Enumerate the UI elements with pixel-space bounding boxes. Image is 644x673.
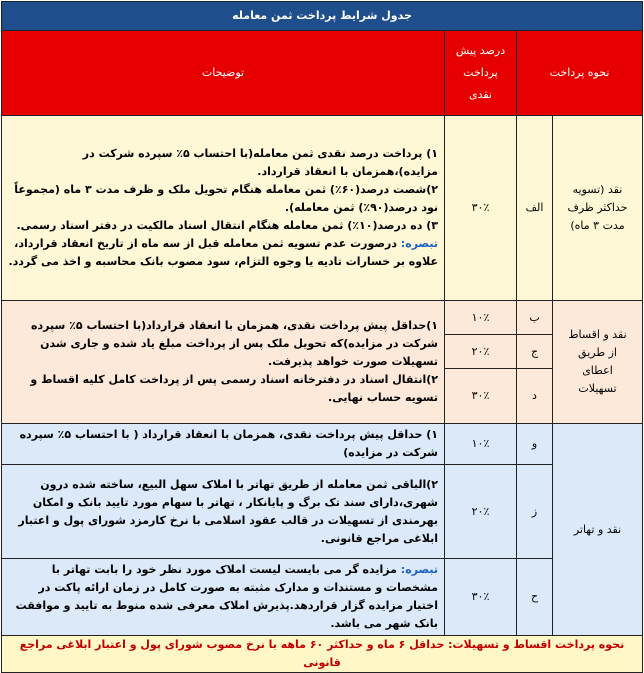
barter-line-2: ۲)الباقی ثمن معامله از طریق تهاتر با املاک سهل البیع، ساخته شده درون شهری،دارای سند تک برگ و پایانکار ، تهاتر با سهام مورد تایید بانک و امکان بهرمندی از تسهیلات در قالب عقود اسلامی با نرخ کارمزد شورای پول و اعتبار ابلاغی مراجع قانونی. <box>2 465 445 559</box>
code-b: ب <box>517 301 553 335</box>
percent-v: ۱۰٪ <box>445 424 517 465</box>
footer-note: نحوه پرداخت اقساط و تسهیلات: حداقل ۶ ماه و حداکثر ۶۰ ماهه با نرخ مصوب شورای پول و اعتبار ابلاغی مراجع قانونی <box>2 636 643 673</box>
barter-line-1: ۱) حداقل پیش پرداخت نقدی، همزمان با انعقاد قرارداد ( با احتساب ۵٪ سپرده شرکت در مزایده) <box>2 424 445 465</box>
barter-note <box>2 559 445 636</box>
section-barter-row-h <box>2 559 643 636</box>
description-installments <box>2 301 445 424</box>
installment-line-2: ۲)انتقال اسناد در دفترخانه اسناد رسمی پس از پرداخت کامل کلیه اقساط و تسویه حساب نهایی. <box>30 373 438 404</box>
percent-b: ۱۰٪ <box>445 301 517 335</box>
header-method: نحوه پرداخت <box>517 31 643 116</box>
percent-alef: ۳۰٪ <box>445 116 517 301</box>
footer-row <box>2 636 643 673</box>
description-cash <box>2 116 445 301</box>
percent-h: ۳۰٪ <box>445 559 517 636</box>
cash-line-2: ۲)شصت درصد(۶۰٪) ثمن معامله هنگام تحویل ملک و ظرف مدت ۳ ماه (مجموعاً نود درصد(۹۰٪) ثمن معامله). <box>14 183 438 214</box>
code-d: د <box>517 369 553 424</box>
code-h: ح <box>517 559 553 636</box>
barter-note-text: مزایده گر می بایست لیست املاک مورد نظر خود را بابت تهاتر با مشخصات و مستندات و مدارک مثبته به صورت کامل در زمان ارائه پاکت در اختیار مزایده گزار قراردهد.پذیرش املاک معرفی شده منوط به تایید و موافقت بانک شهر می باشد. <box>15 563 438 630</box>
code-j: ج <box>517 335 553 369</box>
code-z: ز <box>517 465 553 559</box>
header-description: توضیحات <box>2 31 445 116</box>
section-installment-row-b <box>2 301 643 335</box>
method-installments: نقد و اقساط از طریق اعطای تسهیلات <box>553 301 643 424</box>
section-barter-row-z <box>2 465 643 559</box>
code-v: و <box>517 424 553 465</box>
percent-j: ۲۰٪ <box>445 335 517 369</box>
code-alef: الف <box>517 116 553 301</box>
method-cash: نقد (تسویه حداکثر ظرف مدت ۳ ماه) <box>553 116 643 301</box>
cash-note-label: تبصره: <box>400 237 438 250</box>
payment-terms-table <box>1 1 643 673</box>
installment-line-1: ۱)حداقل پیش پرداخت نقدی، همزمان با انعقاد قرارداد(با احتساب ۵٪ سپرده شرکت در مزایده)که تحویل ملک پس از پرداخت مبلغ یاد شده و جاری شدن تسهیلات صورت خواهد پذیرفت. <box>31 319 438 368</box>
cash-line-1: ۱) پرداخت درصد نقدی ثمن معامله(با احتساب ۵٪ سپرده شرکت در مزایده)،همزمان با انعقاد قرارداد. <box>82 147 438 178</box>
percent-z: ۲۰٪ <box>445 465 517 559</box>
section-barter-row-v <box>2 424 643 465</box>
cash-line-3: ۳) ده درصد(۱۰٪) ثمن معامله هنگام انتقال اسناد مالکیت در دفتر اسناد رسمی. <box>16 219 438 232</box>
table-title: جدول شرایط پرداخت ثمن معامله <box>2 2 643 31</box>
header-percent: درصد پیش پرداخت نقدی <box>445 31 517 116</box>
section-cash-row <box>2 116 643 301</box>
cash-note <box>8 235 438 271</box>
percent-d: ۳۰٪ <box>445 369 517 424</box>
barter-note-label: تبصره: <box>400 563 438 576</box>
cash-note-text: درصورت عدم تسویه ثمن معامله قبل از سه ماه از تاریخ انعقاد قرارداد، علاوه بر خسارات تادیه یا وجوه التزام، سود مصوب بانک محاسبه و اخذ می گردد. <box>8 237 438 268</box>
method-barter: نقد و تهاتر <box>553 424 643 636</box>
payment-terms-document <box>1 1 643 670</box>
header-row <box>2 31 643 116</box>
title-row <box>2 2 643 31</box>
